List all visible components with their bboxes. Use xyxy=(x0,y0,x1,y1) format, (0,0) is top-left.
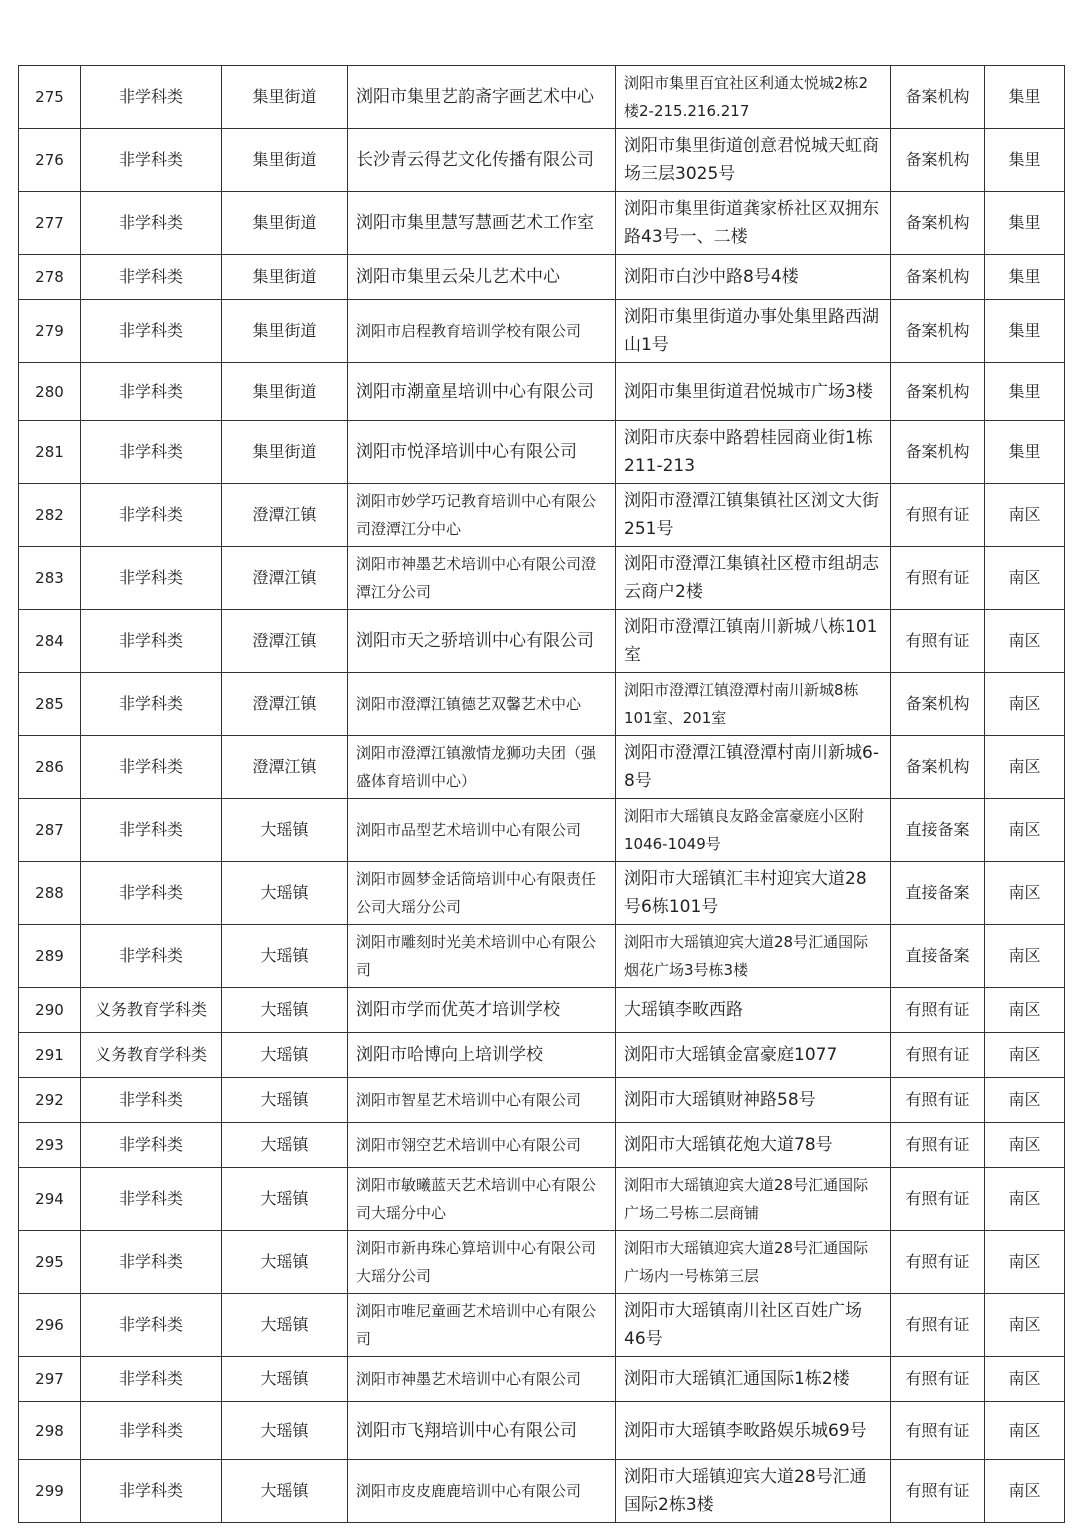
cell-institution-name: 浏阳市潮童星培训中心有限公司 xyxy=(348,363,616,421)
cell-town: 澄潭江镇 xyxy=(222,484,348,547)
table-row xyxy=(19,1168,1065,1231)
table-row xyxy=(19,673,1065,736)
cell-area: 南区 xyxy=(985,925,1065,988)
cell-institution-name: 浏阳市学而优英才培训学校 xyxy=(348,988,616,1033)
cell-category: 非学科类 xyxy=(81,1168,222,1231)
cell-category: 非学科类 xyxy=(81,610,222,673)
table-row xyxy=(19,484,1065,547)
cell-town: 大瑶镇 xyxy=(222,1357,348,1402)
cell-address: 浏阳市大瑶镇花炮大道78号 xyxy=(616,1123,891,1168)
cell-type: 直接备案 xyxy=(891,799,985,862)
cell-area: 南区 xyxy=(985,673,1065,736)
cell-town: 大瑶镇 xyxy=(222,1123,348,1168)
table-row xyxy=(19,421,1065,484)
cell-category: 非学科类 xyxy=(81,673,222,736)
cell-town: 集里街道 xyxy=(222,129,348,192)
cell-type: 备案机构 xyxy=(891,673,985,736)
cell-address: 浏阳市大瑶镇南川社区百姓广场46号 xyxy=(616,1294,891,1357)
cell-address: 浏阳市大瑶镇财神路58号 xyxy=(616,1078,891,1123)
cell-address: 浏阳市澄潭江镇澄潭村南川新城6-8号 xyxy=(616,736,891,799)
table-body xyxy=(19,66,1065,1523)
cell-institution-name: 浏阳市唯尼童画艺术培训中心有限公司 xyxy=(348,1294,616,1357)
cell-number: 282 xyxy=(19,484,81,547)
cell-institution-name: 浏阳市品型艺术培训中心有限公司 xyxy=(348,799,616,862)
cell-town: 大瑶镇 xyxy=(222,1231,348,1294)
cell-type: 有照有证 xyxy=(891,1168,985,1231)
cell-institution-name: 浏阳市哈博向上培训学校 xyxy=(348,1033,616,1078)
cell-number: 293 xyxy=(19,1123,81,1168)
cell-area: 南区 xyxy=(985,799,1065,862)
cell-area: 南区 xyxy=(985,988,1065,1033)
cell-address: 浏阳市集里街道办事处集里路西湖山1号 xyxy=(616,300,891,363)
cell-address: 浏阳市白沙中路8号4楼 xyxy=(616,255,891,300)
cell-area: 南区 xyxy=(985,1123,1065,1168)
cell-area: 集里 xyxy=(985,66,1065,129)
cell-type: 备案机构 xyxy=(891,300,985,363)
cell-category: 义务教育学科类 xyxy=(81,988,222,1033)
cell-town: 大瑶镇 xyxy=(222,1033,348,1078)
cell-address: 浏阳市大瑶镇良友路金富豪庭小区附1046-1049号 xyxy=(616,799,891,862)
cell-area: 南区 xyxy=(985,1231,1065,1294)
cell-number: 297 xyxy=(19,1357,81,1402)
cell-institution-name: 浏阳市圆梦金话筒培训中心有限责任公司大瑶分公司 xyxy=(348,862,616,925)
table-row xyxy=(19,363,1065,421)
table-row xyxy=(19,1357,1065,1402)
table-row xyxy=(19,988,1065,1033)
cell-town: 集里街道 xyxy=(222,66,348,129)
institution-table xyxy=(18,65,1065,1523)
cell-town: 大瑶镇 xyxy=(222,1402,348,1460)
cell-category: 非学科类 xyxy=(81,1231,222,1294)
cell-category: 非学科类 xyxy=(81,300,222,363)
table-row xyxy=(19,610,1065,673)
cell-category: 非学科类 xyxy=(81,547,222,610)
cell-number: 280 xyxy=(19,363,81,421)
cell-category: 非学科类 xyxy=(81,255,222,300)
table-row xyxy=(19,1294,1065,1357)
cell-type: 有照有证 xyxy=(891,1402,985,1460)
cell-area: 集里 xyxy=(985,363,1065,421)
cell-town: 澄潭江镇 xyxy=(222,547,348,610)
cell-type: 有照有证 xyxy=(891,1231,985,1294)
table-row xyxy=(19,255,1065,300)
cell-type: 备案机构 xyxy=(891,66,985,129)
cell-area: 南区 xyxy=(985,1078,1065,1123)
table-row xyxy=(19,925,1065,988)
cell-type: 有照有证 xyxy=(891,547,985,610)
cell-category: 非学科类 xyxy=(81,736,222,799)
cell-number: 295 xyxy=(19,1231,81,1294)
cell-town: 澄潭江镇 xyxy=(222,736,348,799)
cell-area: 南区 xyxy=(985,1460,1065,1523)
cell-address: 浏阳市集里街道创意君悦城天虹商场三层3025号 xyxy=(616,129,891,192)
cell-number: 285 xyxy=(19,673,81,736)
cell-institution-name: 浏阳市雕刻时光美术培训中心有限公司 xyxy=(348,925,616,988)
cell-number: 298 xyxy=(19,1402,81,1460)
cell-type: 有照有证 xyxy=(891,1357,985,1402)
cell-address: 浏阳市澄潭江集镇社区橙市组胡志云商户2楼 xyxy=(616,547,891,610)
cell-category: 非学科类 xyxy=(81,799,222,862)
cell-institution-name: 浏阳市启程教育培训学校有限公司 xyxy=(348,300,616,363)
cell-type: 备案机构 xyxy=(891,192,985,255)
cell-institution-name: 浏阳市神墨艺术培训中心有限公司 xyxy=(348,1357,616,1402)
cell-category: 非学科类 xyxy=(81,1402,222,1460)
table-row xyxy=(19,1402,1065,1460)
cell-town: 澄潭江镇 xyxy=(222,610,348,673)
cell-category: 非学科类 xyxy=(81,1078,222,1123)
table-row xyxy=(19,1123,1065,1168)
cell-institution-name: 浏阳市敏曦蓝天艺术培训中心有限公司大瑶分中心 xyxy=(348,1168,616,1231)
cell-number: 289 xyxy=(19,925,81,988)
cell-area: 集里 xyxy=(985,255,1065,300)
cell-address: 大瑶镇李畋西路 xyxy=(616,988,891,1033)
cell-institution-name: 浏阳市集里慧写慧画艺术工作室 xyxy=(348,192,616,255)
cell-area: 南区 xyxy=(985,610,1065,673)
cell-area: 集里 xyxy=(985,421,1065,484)
cell-area: 南区 xyxy=(985,736,1065,799)
cell-institution-name: 浏阳市神墨艺术培训中心有限公司澄潭江分公司 xyxy=(348,547,616,610)
table-row xyxy=(19,862,1065,925)
cell-town: 集里街道 xyxy=(222,363,348,421)
cell-number: 299 xyxy=(19,1460,81,1523)
cell-number: 281 xyxy=(19,421,81,484)
cell-area: 南区 xyxy=(985,1294,1065,1357)
cell-institution-name: 浏阳市飞翔培训中心有限公司 xyxy=(348,1402,616,1460)
cell-town: 集里街道 xyxy=(222,255,348,300)
cell-address: 浏阳市集里百宜社区利通太悦城2栋2楼2-215.216.217 xyxy=(616,66,891,129)
cell-address: 浏阳市澄潭江镇南川新城八栋101室 xyxy=(616,610,891,673)
cell-category: 非学科类 xyxy=(81,421,222,484)
cell-area: 南区 xyxy=(985,1402,1065,1460)
cell-town: 大瑶镇 xyxy=(222,799,348,862)
table-row xyxy=(19,192,1065,255)
cell-institution-name: 浏阳市智星艺术培训中心有限公司 xyxy=(348,1078,616,1123)
cell-type: 备案机构 xyxy=(891,421,985,484)
cell-number: 290 xyxy=(19,988,81,1033)
table-row xyxy=(19,1231,1065,1294)
cell-type: 直接备案 xyxy=(891,862,985,925)
cell-area: 南区 xyxy=(985,862,1065,925)
cell-town: 集里街道 xyxy=(222,300,348,363)
cell-type: 有照有证 xyxy=(891,484,985,547)
cell-category: 非学科类 xyxy=(81,862,222,925)
cell-number: 286 xyxy=(19,736,81,799)
cell-type: 备案机构 xyxy=(891,736,985,799)
table-row xyxy=(19,1033,1065,1078)
cell-town: 大瑶镇 xyxy=(222,988,348,1033)
cell-address: 浏阳市大瑶镇李畋路娱乐城69号 xyxy=(616,1402,891,1460)
cell-area: 南区 xyxy=(985,1168,1065,1231)
table-row xyxy=(19,799,1065,862)
cell-institution-name: 浏阳市澄潭江镇德艺双馨艺术中心 xyxy=(348,673,616,736)
cell-town: 集里街道 xyxy=(222,192,348,255)
cell-area: 集里 xyxy=(985,192,1065,255)
cell-address: 浏阳市澄潭江镇澄潭村南川新城8栋101室、201室 xyxy=(616,673,891,736)
cell-institution-name: 浏阳市悦泽培训中心有限公司 xyxy=(348,421,616,484)
cell-area: 南区 xyxy=(985,1357,1065,1402)
table-row xyxy=(19,736,1065,799)
cell-address: 浏阳市大瑶镇迎宾大道28号汇通国际2栋3楼 xyxy=(616,1460,891,1523)
cell-category: 义务教育学科类 xyxy=(81,1033,222,1078)
cell-type: 有照有证 xyxy=(891,988,985,1033)
cell-town: 大瑶镇 xyxy=(222,1294,348,1357)
cell-category: 非学科类 xyxy=(81,1357,222,1402)
cell-institution-name: 浏阳市集里云朵儿艺术中心 xyxy=(348,255,616,300)
cell-type: 有照有证 xyxy=(891,1078,985,1123)
cell-address: 浏阳市大瑶镇金富豪庭1077 xyxy=(616,1033,891,1078)
cell-institution-name: 浏阳市天之骄培训中心有限公司 xyxy=(348,610,616,673)
table-row xyxy=(19,1078,1065,1123)
cell-town: 大瑶镇 xyxy=(222,925,348,988)
cell-town: 大瑶镇 xyxy=(222,1460,348,1523)
cell-town: 大瑶镇 xyxy=(222,1168,348,1231)
cell-address: 浏阳市大瑶镇迎宾大道28号汇通国际广场内一号栋第三层 xyxy=(616,1231,891,1294)
cell-number: 279 xyxy=(19,300,81,363)
cell-type: 备案机构 xyxy=(891,363,985,421)
cell-type: 备案机构 xyxy=(891,129,985,192)
cell-town: 大瑶镇 xyxy=(222,862,348,925)
cell-type: 有照有证 xyxy=(891,1294,985,1357)
cell-address: 浏阳市集里街道龚家桥社区双拥东路43号一、二楼 xyxy=(616,192,891,255)
cell-town: 集里街道 xyxy=(222,421,348,484)
cell-area: 南区 xyxy=(985,547,1065,610)
cell-number: 275 xyxy=(19,66,81,129)
cell-category: 非学科类 xyxy=(81,363,222,421)
cell-type: 有照有证 xyxy=(891,1460,985,1523)
cell-type: 有照有证 xyxy=(891,1123,985,1168)
cell-number: 294 xyxy=(19,1168,81,1231)
cell-category: 非学科类 xyxy=(81,129,222,192)
cell-address: 浏阳市庆泰中路碧桂园商业街1栋211-213 xyxy=(616,421,891,484)
cell-number: 283 xyxy=(19,547,81,610)
cell-category: 非学科类 xyxy=(81,1123,222,1168)
table-row xyxy=(19,300,1065,363)
cell-address: 浏阳市澄潭江镇集镇社区浏文大街251号 xyxy=(616,484,891,547)
cell-number: 296 xyxy=(19,1294,81,1357)
cell-category: 非学科类 xyxy=(81,1294,222,1357)
cell-institution-name: 浏阳市澄潭江镇激情龙狮功夫团（强盛体育培训中心） xyxy=(348,736,616,799)
cell-institution-name: 浏阳市新冉珠心算培训中心有限公司大瑶分公司 xyxy=(348,1231,616,1294)
cell-town: 澄潭江镇 xyxy=(222,673,348,736)
cell-number: 292 xyxy=(19,1078,81,1123)
cell-area: 南区 xyxy=(985,484,1065,547)
cell-number: 276 xyxy=(19,129,81,192)
cell-category: 非学科类 xyxy=(81,192,222,255)
cell-area: 集里 xyxy=(985,129,1065,192)
table-row xyxy=(19,129,1065,192)
cell-type: 备案机构 xyxy=(891,255,985,300)
cell-category: 非学科类 xyxy=(81,66,222,129)
cell-institution-name: 浏阳市集里艺韵斋字画艺术中心 xyxy=(348,66,616,129)
cell-number: 287 xyxy=(19,799,81,862)
cell-town: 大瑶镇 xyxy=(222,1078,348,1123)
table-row xyxy=(19,547,1065,610)
cell-address: 浏阳市大瑶镇汇丰村迎宾大道28号6栋101号 xyxy=(616,862,891,925)
cell-category: 非学科类 xyxy=(81,925,222,988)
document-page xyxy=(18,65,1064,1523)
cell-type: 直接备案 xyxy=(891,925,985,988)
cell-institution-name: 浏阳市皮皮鹿鹿培训中心有限公司 xyxy=(348,1460,616,1523)
cell-number: 277 xyxy=(19,192,81,255)
cell-number: 288 xyxy=(19,862,81,925)
cell-address: 浏阳市大瑶镇汇通国际1栋2楼 xyxy=(616,1357,891,1402)
cell-area: 南区 xyxy=(985,1033,1065,1078)
table-row xyxy=(19,1460,1065,1523)
cell-category: 非学科类 xyxy=(81,1460,222,1523)
cell-institution-name: 长沙青云得艺文化传播有限公司 xyxy=(348,129,616,192)
cell-number: 284 xyxy=(19,610,81,673)
cell-institution-name: 浏阳市妙学巧记教育培训中心有限公司澄潭江分中心 xyxy=(348,484,616,547)
cell-institution-name: 浏阳市翎空艺术培训中心有限公司 xyxy=(348,1123,616,1168)
cell-address: 浏阳市大瑶镇迎宾大道28号汇通国际烟花广场3号栋3楼 xyxy=(616,925,891,988)
cell-category: 非学科类 xyxy=(81,484,222,547)
cell-type: 有照有证 xyxy=(891,610,985,673)
cell-type: 有照有证 xyxy=(891,1033,985,1078)
cell-number: 278 xyxy=(19,255,81,300)
cell-address: 浏阳市集里街道君悦城市广场3楼 xyxy=(616,363,891,421)
cell-area: 集里 xyxy=(985,300,1065,363)
table-row xyxy=(19,66,1065,129)
cell-address: 浏阳市大瑶镇迎宾大道28号汇通国际广场二号栋二层商铺 xyxy=(616,1168,891,1231)
cell-number: 291 xyxy=(19,1033,81,1078)
